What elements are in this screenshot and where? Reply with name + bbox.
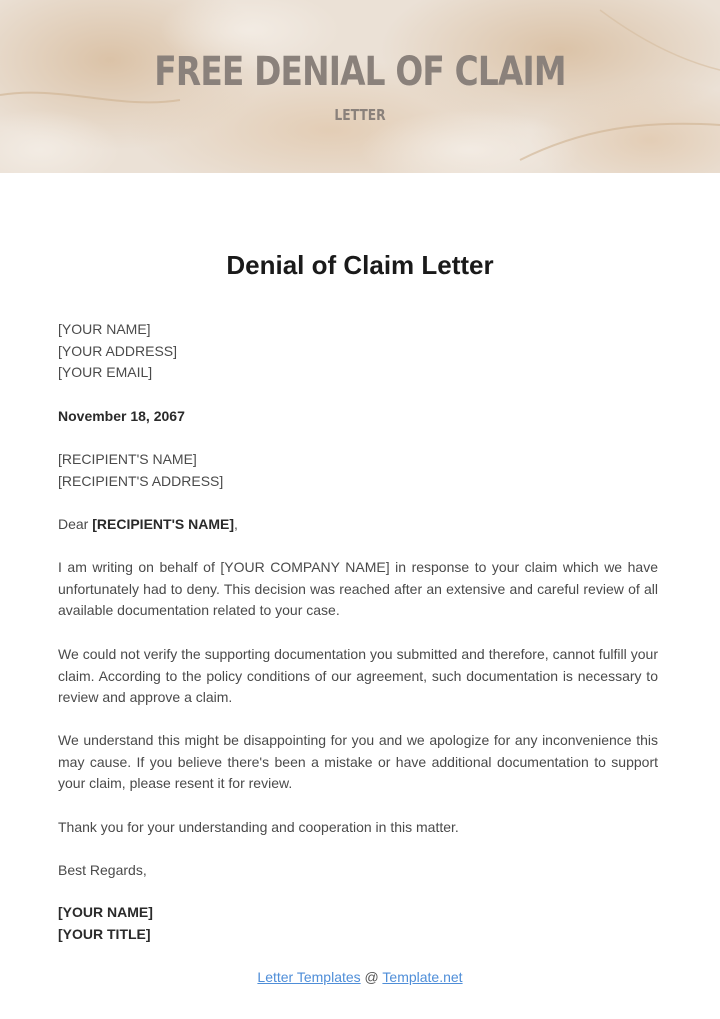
banner-subtitle: LETTER bbox=[334, 106, 386, 124]
template-net-link[interactable]: Template.net bbox=[382, 969, 463, 985]
footer bbox=[0, 967, 720, 987]
salutation bbox=[58, 514, 658, 536]
sender-block bbox=[58, 319, 658, 384]
paragraph-1: I am writing on behalf of [YOUR COMPANY NAME] in response to your claim which we have unfortunately had to deny. This decision was reached after an extensive and careful review of all available documentation related to your case. bbox=[58, 559, 658, 618]
sender-address: [YOUR ADDRESS] bbox=[58, 342, 178, 359]
signature-name: [YOUR NAME] bbox=[58, 904, 153, 920]
paragraph-2: We could not verify the supporting documentation you submitted and therefore, cannot fulfill your claim. According to the policy conditions of our agreement, such documentation is necessary to review and approve a claim. bbox=[58, 646, 658, 705]
signature-title: [YOUR TITLE] bbox=[58, 925, 151, 942]
header-banner bbox=[0, 0, 720, 173]
salutation-suffix: , bbox=[234, 516, 238, 532]
sender-email: [YOUR EMAIL] bbox=[58, 364, 153, 380]
recipient-block bbox=[58, 449, 658, 492]
sender-name: [YOUR NAME] bbox=[58, 321, 151, 337]
document-title: Denial of Claim Letter bbox=[226, 250, 494, 280]
recipient-address: [RECIPIENT'S ADDRESS] bbox=[58, 472, 224, 489]
footer-separator: @ bbox=[360, 969, 383, 985]
paragraph-4: Thank you for your understanding and cooperation in this matter. bbox=[58, 819, 459, 835]
banner-title: FREE DENIAL OF CLAIM bbox=[154, 49, 566, 95]
closing: Best Regards, bbox=[58, 862, 147, 878]
signature-block bbox=[58, 902, 658, 945]
recipient-name: [RECIPIENT'S NAME] bbox=[58, 451, 197, 467]
salutation-name: [RECIPIENT'S NAME] bbox=[92, 516, 235, 532]
salutation-prefix: Dear bbox=[58, 516, 93, 532]
letter-date: November 18, 2067 bbox=[58, 408, 185, 424]
letter-templates-link[interactable]: Letter Templates bbox=[257, 969, 361, 985]
paragraph-3: We understand this might be disappointing for you and we apologize for any inconvenience this may cause. If you believe there's been a mistake or have additional documentation to support your claim, please resent it for review. bbox=[58, 732, 658, 791]
